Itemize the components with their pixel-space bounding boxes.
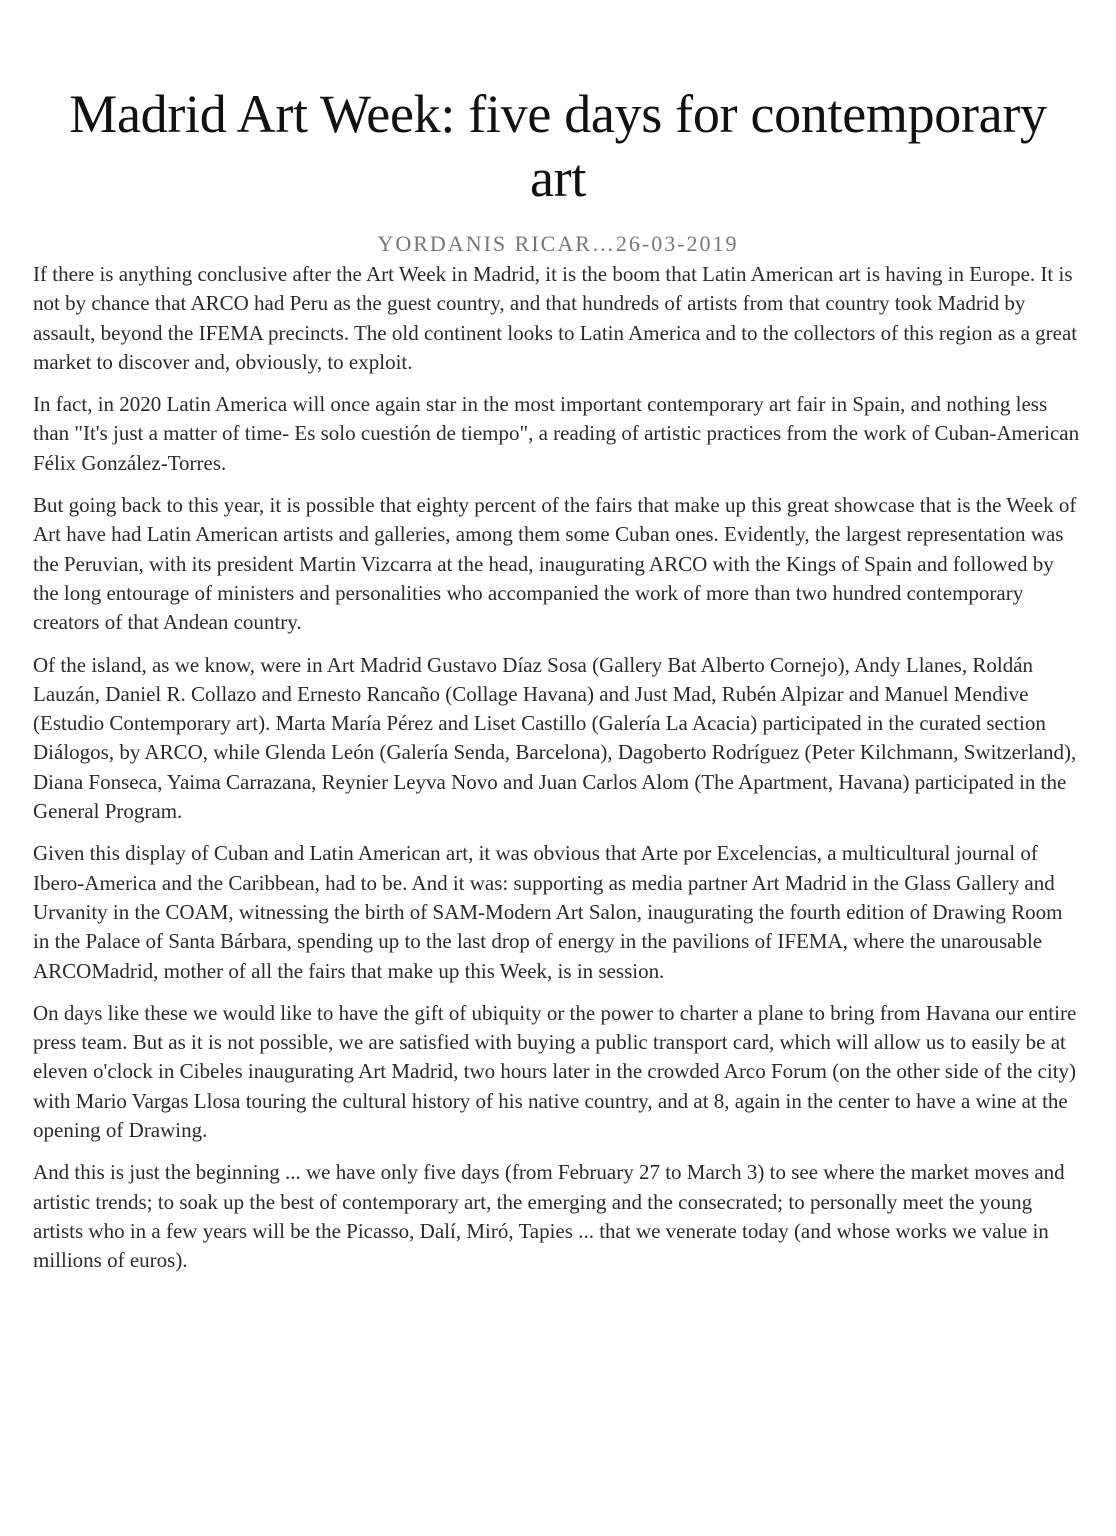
article-paragraph: And this is just the beginning ... we have only five days (from February 27 to March 3) to see where the market moves and artistic trends; to soak up the best of contemporary art, the emerging and the consecrated; to personally meet the young artists who in a few years will be the Picasso, Dalí, Miró, Tapies ... that we venerate today (and whose works we value in millions of euros). <box>33 1160 1065 1273</box>
article-paragraph: Given this display of Cuban and Latin American art, it was obvious that Arte por Excelencias, a multicultural journal of Ibero-America and the Caribbean, had to be. And it was: supporting as media partner Art Madrid in the Glass Gallery and Urvanity in the COAM, witnessing the birth of SAM-Modern Art Salon, inaugurating the fourth edition of Drawing Room in the Palace of Santa Bárbara, spending up to the last drop of energy in the pavilions of IFEMA, where the unarousable ARCOMadrid, mother of all the fairs that make up this Week, is in session. <box>33 841 1063 983</box>
article-paragraph: Of the island, as we know, were in Art Madrid Gustavo Díaz Sosa (Gallery Bat Alberto Cornejo), Andy Llanes, Roldán Lauzán, Daniel R. Collazo and Ernesto Rancaño (Collage Havana) and Just Mad, Rubén Alpizar and Manuel Mendive (Estudio Contemporary art). Marta María Pérez and Liset Castillo (Galería La Acacia) participated in the curated section Diálogos, by ARCO, while Glenda León (Galería Senda, Barcelona), Dagoberto Rodríguez (Peter Kilchmann, Switzerland), Diana Fonseca, Yaima Carrazana, Reynier Leyva Novo and Juan Carlos Alom (The Apartment, Havana) participated in the General Program. <box>33 652 1077 824</box>
article-paragraph: On days like these we would like to have the gift of ubiquity or the power to charter a plane to bring from Havana our entire press team. But as it is not possible, we are satisfied with buying a public transport card, which will allow us to easily be at eleven o'clock in Cibeles inaugurating Art Madrid, two hours later in the crowded Arco Forum (on the other side of the city) with Mario Vargas Llosa touring the cultural history of his native country, and at 8, again in the center to have a wine at the opening of Drawing. <box>33 1000 1077 1143</box>
article-byline: YORDANIS RICAR…26-03-2019 <box>377 231 739 256</box>
article-paragraph: In fact, in 2020 Latin America will once again star in the most important contemporary art fair in Spain, and nothing less than "It's just a matter of time- Es solo cuestión de tiempo", a reading of artistic practices from the work of Cuban-American Félix González-Torres. <box>33 392 1080 475</box>
article-body <box>33 260 1083 1289</box>
article-paragraph: But going back to this year, it is possible that eighty percent of the fairs that make up this great showcase that is the Week of Art have had Latin American artists and galleries, among them some Cuban ones. Evidently, the largest representation was the Peruvian, with its president Martin Vizcarra at the head, inaugurating ARCO with the Kings of Spain and followed by the long entourage of ministers and personalities who accompanied the work of more than two hundred contemporary creators of that Andean country. <box>33 493 1077 635</box>
article-paragraph: If there is anything conclusive after the Art Week in Madrid, it is the boom that Latin American art is having in Europe. It is not by chance that ARCO had Peru as the guest country, and that hundreds of artists from that country took Madrid by assault, beyond the IFEMA precincts. The old continent looks to Latin America and to the collectors of this region as a great market to discover and, obviously, to exploit. <box>33 262 1078 374</box>
article-title: Madrid Art Week: five days for contemporary art <box>69 84 1047 208</box>
